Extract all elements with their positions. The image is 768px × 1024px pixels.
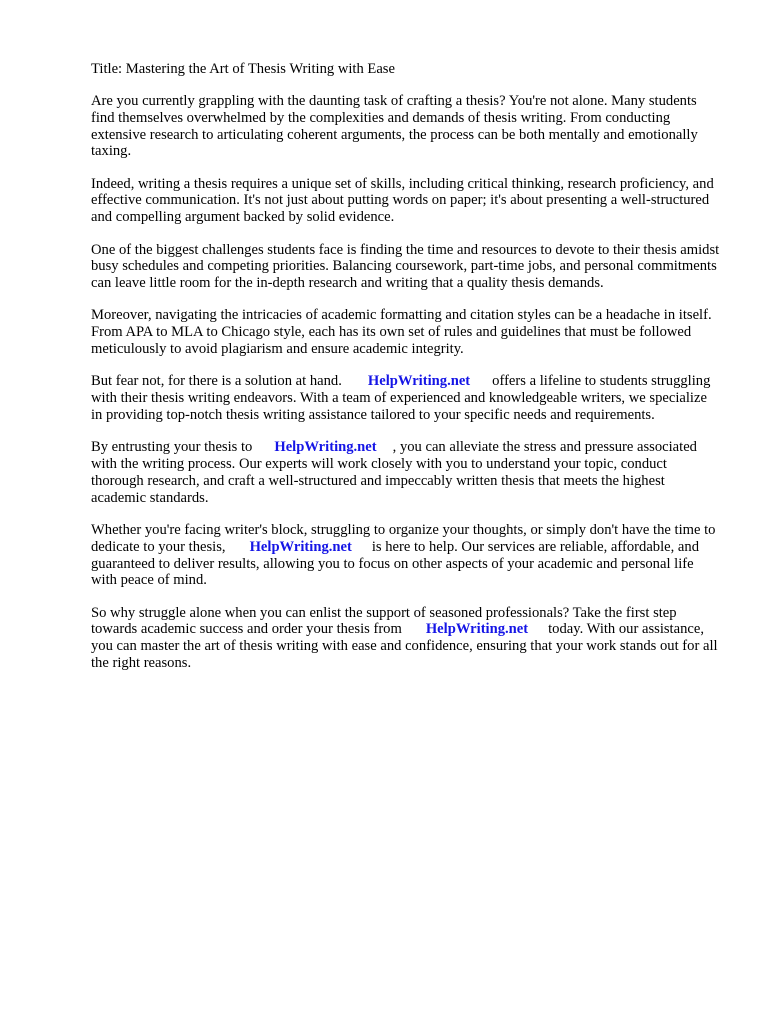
document-title: Title: Mastering the Art of Thesis Writing with Ease: [91, 61, 395, 77]
helpwriting-link-4[interactable]: HelpWriting.net: [425, 621, 529, 638]
paragraph-1: Are you currently grappling with the daunting task of crafting a thesis? You're not alone. Many students find themselves overwhelmed by the complexities and demands of thesis writing. From conducting extensive research to articulating coherent arguments, the process can be both mentally and emotionally taxing.: [91, 93, 698, 160]
paragraph-8-text-after: today. With our assistance, you can master the art of thesis writing with ease and confidence, ensuring that your work stands out for all the right reasons.: [91, 621, 718, 672]
paragraph-8: [91, 605, 720, 672]
paragraph-5-text-before: But fear not, for there is a solution at hand.: [91, 373, 342, 390]
paragraph-5-text-after: offers a lifeline to students struggling with their thesis writing endeavors. With a team of experienced and knowledgeable writers, we specialize in providing top-notch thesis writing assistance tailored to your specific needs and requirements.: [91, 373, 711, 423]
paragraph-8-text-before: So why struggle alone when you can enlist the support of seasoned professionals? Take the first step towards academic success and order your thesis from: [91, 604, 677, 638]
helpwriting-link-2[interactable]: HelpWriting.net: [274, 439, 377, 456]
paragraph-5: [91, 373, 720, 423]
paragraph-6: [91, 439, 720, 506]
helpwriting-link-1[interactable]: HelpWriting.net: [367, 373, 471, 390]
paragraph-4: Moreover, navigating the intricacies of academic formatting and citation styles can be a headache in itself. From APA to MLA to Chicago style, each has its own set of rules and guidelines that must be followed meticulously to avoid plagiarism and ensure academic integrity.: [91, 307, 712, 358]
paragraph-7: [91, 522, 720, 589]
paragraph-2: Indeed, writing a thesis requires a unique set of skills, including critical thinking, research proficiency, and effective communication. It's not just about putting words on paper; it's about presenting a well-structured and compelling argument backed by solid evidence.: [91, 175, 714, 226]
paragraph-7-text-after: is here to help. Our services are reliable, affordable, and guaranteed to deliver results, allowing you to focus on other aspects of your academic and personal life with peace of mind.: [91, 538, 699, 589]
paragraph-6-text-after: , you can alleviate the stress and pressure associated with the writing process. Our experts will work closely with you to understand your topic, conduct thorough research, and craft a well-structured and impeccably written thesis that meets the highest academic standards.: [91, 439, 697, 506]
paragraph-7-text-before: Whether you're facing writer's block, struggling to organize your thoughts, or simply don't have the time to dedicate to your thesis,: [91, 521, 716, 555]
paragraph-3: One of the biggest challenges students face is finding the time and resources to devote to their thesis amidst busy schedules and competing priorities. Balancing coursework, part-time jobs, and personal commitments can leave little room for the in-depth research and writing that a quality thesis demands.: [91, 241, 720, 292]
helpwriting-link-3[interactable]: HelpWriting.net: [249, 538, 352, 555]
paragraph-6-text-before: By entrusting your thesis to: [91, 439, 253, 456]
